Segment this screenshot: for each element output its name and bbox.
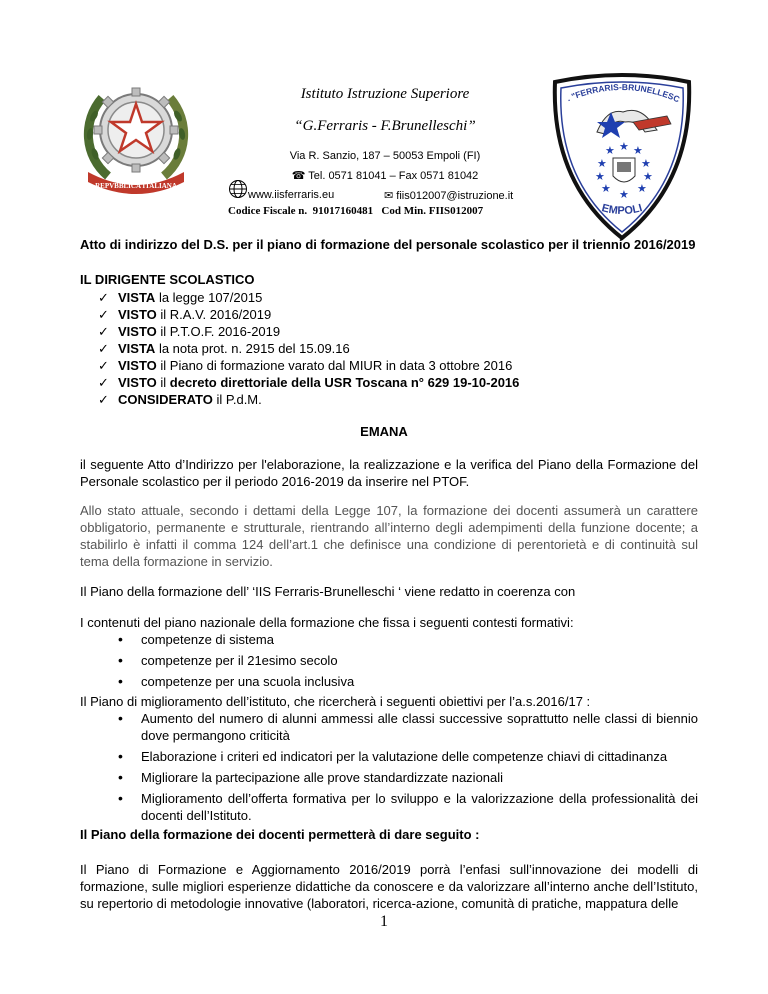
list-item: ✓ VISTA la nota prot. n. 2915 del 15.09.16 — [98, 341, 350, 356]
list-item: ✓ CONSIDERATO il P.d.M. — [98, 392, 262, 407]
svg-text:★: ★ — [605, 145, 615, 157]
checkmark-icon: ✓ — [98, 358, 109, 373]
paragraph-piano-miglioramento: Il Piano di miglioramento dell’istituto, che ricercherà i seguenti obiettivi per l’a.s.2016/17 : — [80, 694, 591, 709]
svg-text:★: ★ — [641, 158, 651, 170]
envelope-icon: ✉ — [384, 190, 397, 202]
paragraph-legge-107: Allo stato attuale, secondo i dettami della Legge 107, la formazione dei docenti assumerà un carattere obbligatorio, permanente e strutturale, rientrando all’interno degli adempimenti della funzione docente; a stabilirlo è infatti il comma 124 dell’art.1 che definisce una condizione di perentorietà e di continuità sul tema della formazione in servizio. — [80, 503, 698, 569]
checkmark-icon: ✓ — [98, 375, 109, 390]
header-address: Via R. Sanzio, 187 – 50053 Empoli (FI) — [289, 150, 481, 162]
checkmark-icon: ✓ — [98, 392, 109, 407]
paragraph-piano-nazionale: I contenuti del piano nazionale della formazione che fissa i seguenti contesti formativi: — [80, 615, 574, 630]
list-item: • competenze per il 21esimo secolo — [118, 652, 698, 669]
list-item: ✓ VISTO il Piano di formazione varato dal MIUR in data 3 ottobre 2016 — [98, 358, 513, 373]
list-item: ✓ VISTO il R.A.V. 2016/2019 — [98, 307, 272, 322]
svg-text:★: ★ — [601, 183, 611, 195]
phone-icon: ☎ — [291, 170, 309, 182]
header-school-type: Istituto Istruzione Superiore — [300, 86, 470, 102]
list-item: • Migliorare la partecipazione alle prove standardizzate nazionali — [118, 769, 698, 786]
school-logo — [547, 72, 697, 242]
list-item: • competenze per una scuola inclusiva — [118, 673, 698, 690]
emana-heading: EMANA — [360, 424, 408, 439]
header-website[interactable]: www.iisferraris.eu — [248, 189, 335, 201]
svg-text:★: ★ — [643, 171, 653, 183]
paragraph-coerenza: Il Piano della formazione dell’ ‘IIS Ferraris-Brunelleschi ‘ viene redatto in coerenza con — [80, 584, 576, 599]
checkmark-icon: ✓ — [98, 290, 109, 305]
dirigente-heading: IL DIRIGENTE SCOLASTICO — [80, 272, 255, 287]
document-title: Atto di indirizzo del D.S. per il piano di formazione del personale scolastico per il triennio 2016/2019 — [80, 237, 696, 252]
list-item: • Elaborazione i criteri ed indicatori per la valutazione delle competenze chiavi di cittadinanza — [118, 748, 698, 765]
list-item: • competenze di sistema — [118, 631, 698, 648]
list-item: • Miglioramento dell’offerta formativa per lo sviluppo e la valorizzazione della professionalità dei docenti dell’Istituto. — [118, 790, 698, 824]
svg-text:EMPOLI: EMPOLI — [600, 202, 644, 218]
svg-text:REPVBBLICA ITALIANA: REPVBBLICA ITALIANA — [95, 182, 177, 190]
obiettivi-list — [118, 710, 698, 824]
svg-text:★: ★ — [619, 141, 629, 153]
republic-emblem — [80, 76, 192, 194]
svg-text:★: ★ — [637, 183, 647, 195]
paragraph-intro: il seguente Atto d’Indirizzo per l'elaborazione, la realizzazione e la verifica del Piano della Formazione del Personale scolastico per il periodo 2016-2019 da inserire nel PTOF. — [80, 457, 698, 489]
considerations-list — [98, 289, 698, 408]
checkmark-icon: ✓ — [98, 324, 109, 339]
svg-text:I.I.S. "FERRARIS-BRUNELLESCHI": . "FERRARIS-BRUNELLESC — [565, 81, 682, 105]
globe-icon — [228, 179, 248, 199]
checkmark-icon: ✓ — [98, 307, 109, 322]
header-school-name: “G.Ferraris - F.Brunelleschi” — [294, 118, 476, 134]
svg-text:★: ★ — [597, 158, 607, 170]
svg-text:★: ★ — [619, 189, 629, 201]
list-item: ✓ VISTA la legge 107/2015 — [98, 290, 263, 305]
list-item: ✓ VISTO il P.T.O.F. 2016-2019 — [98, 324, 281, 339]
paragraph-piano-formazione: Il Piano di Formazione e Aggiornamento 2016/2019 porrà l’enfasi sull’innovazione dei modelli di formazione, sulle migliori esperienze didattiche da conoscere e da valorizzare all’interno anche dell’Istituto, su repertorio di metodologie innovative (laboratori, ricerca-azione, comunità di pratiche, mappatura delle — [80, 862, 698, 911]
header-phone: Tel. 0571 81041 – Fax 0571 81042 — [308, 170, 479, 182]
header-fiscal-code: Codice Fiscale n. 91017160481 Cod Min. FIIS012007 — [228, 205, 484, 217]
list-item: • Aumento del numero di alunni ammessi alle classi successive soprattutto nelle classi di biennio dove permangono criticità — [118, 710, 698, 744]
header-email-line — [384, 189, 513, 202]
list-item: ✓ VISTO il decreto direttoriale della USR Toscana n° 629 19-10-2016 — [98, 375, 520, 390]
contesti-list — [118, 631, 698, 690]
page-number: 1 — [380, 913, 388, 930]
svg-text:★: ★ — [595, 171, 605, 183]
svg-text:★: ★ — [633, 145, 643, 157]
checkmark-icon: ✓ — [98, 341, 109, 356]
header-email[interactable]: fiis012007@istruzione.it — [396, 190, 514, 202]
section-heading: Il Piano della formazione dei docenti permetterà di dare seguito : — [80, 827, 480, 842]
